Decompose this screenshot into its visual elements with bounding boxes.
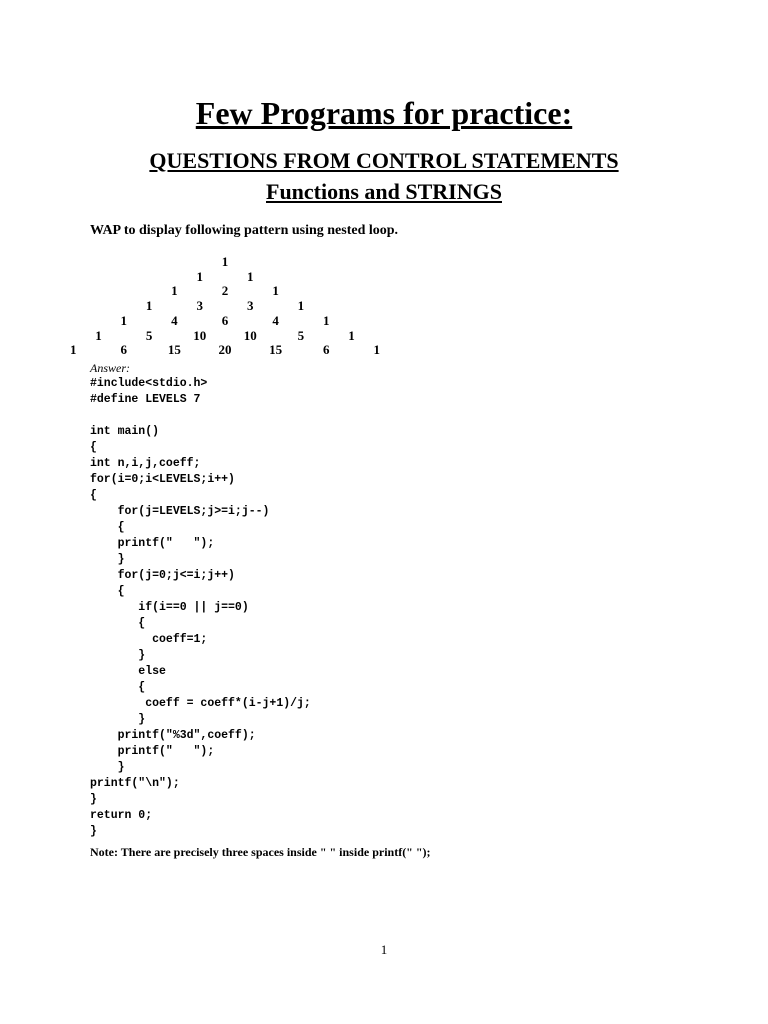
- pattern-number: 1: [297, 298, 305, 314]
- code-line: #include<stdio.h>: [90, 377, 208, 390]
- code-block: [90, 376, 311, 840]
- number-pattern: [0, 254, 768, 358]
- pattern-number: 10: [243, 327, 257, 343]
- pattern-number: 1: [95, 327, 102, 343]
- pattern-number: 1: [69, 342, 77, 358]
- note-text: Note: There are precisely three spaces inside " " inside printf(" ");: [90, 845, 431, 859]
- pattern-number: 6: [322, 342, 330, 358]
- pattern-number: 4: [171, 312, 178, 328]
- code-line: for(i=0;i<LEVELS;i++): [90, 473, 235, 486]
- pattern-number: 1: [221, 254, 229, 269]
- pattern-number: 1: [171, 283, 178, 299]
- pattern-number: 15: [269, 342, 283, 358]
- pattern-number: 1: [373, 342, 381, 358]
- code-line: if(i==0 || j==0): [90, 601, 249, 614]
- pattern-number: 2: [221, 283, 229, 299]
- pattern-number: 15: [167, 342, 181, 358]
- page-number: 1: [380, 942, 388, 957]
- code-line: {: [90, 681, 146, 694]
- code-line: coeff = coeff*(i-j+1)/j;: [90, 697, 311, 710]
- pattern-number: 1: [322, 312, 330, 328]
- code-line: int main(): [90, 425, 160, 438]
- answer-label: Answer:: [90, 361, 130, 375]
- code-line: {: [90, 617, 146, 630]
- pattern-number: 6: [120, 342, 128, 358]
- code-line: for(j=LEVELS;j>=i;j--): [90, 505, 270, 518]
- code-line: coeff=1;: [90, 633, 208, 646]
- code-line: {: [90, 521, 125, 534]
- code-line: {: [90, 489, 97, 502]
- code-line: }: [90, 793, 97, 806]
- code-line: printf(" ");: [90, 537, 215, 550]
- pattern-number: 1: [247, 268, 254, 284]
- pattern-number: 1: [196, 268, 203, 284]
- pattern-number: 5: [145, 327, 153, 343]
- pattern-number: 1: [272, 283, 279, 299]
- code-line: }: [90, 825, 97, 838]
- section-subheading: Functions and STRINGS: [266, 179, 502, 204]
- section-heading: QUESTIONS FROM CONTROL STATEMENTS: [149, 148, 619, 173]
- code-line: }: [90, 713, 146, 726]
- pattern-number: 5: [297, 327, 305, 343]
- code-line: #define LEVELS 7: [90, 393, 201, 406]
- code-line: printf(" ");: [90, 745, 215, 758]
- pattern-number: 3: [196, 298, 203, 314]
- pattern-number: 6: [221, 312, 229, 328]
- code-line: {: [90, 585, 125, 598]
- code-line: {: [90, 441, 97, 454]
- code-line: else: [90, 665, 166, 678]
- code-line: printf("\n");: [90, 777, 180, 790]
- code-line: }: [90, 649, 146, 662]
- pattern-number: 20: [218, 342, 232, 358]
- pattern-number: 1: [348, 327, 355, 343]
- code-line: for(j=0;j<=i;j++): [90, 569, 235, 582]
- pattern-number: 10: [193, 327, 207, 343]
- code-line: [90, 408, 311, 424]
- code-line: printf("%3d",coeff);: [90, 729, 256, 742]
- code-line: }: [90, 553, 125, 566]
- pattern-number: 3: [247, 298, 254, 314]
- code-line: }: [90, 761, 125, 774]
- pattern-number: 1: [145, 298, 153, 314]
- page-title: Few Programs for practice:: [195, 95, 573, 131]
- question-text: WAP to display following pattern using nested loop.: [90, 223, 399, 238]
- pattern-number: 4: [272, 312, 279, 328]
- code-line: return 0;: [90, 809, 153, 822]
- pattern-number: 1: [120, 312, 128, 328]
- code-line: int n,i,j,coeff;: [90, 457, 201, 470]
